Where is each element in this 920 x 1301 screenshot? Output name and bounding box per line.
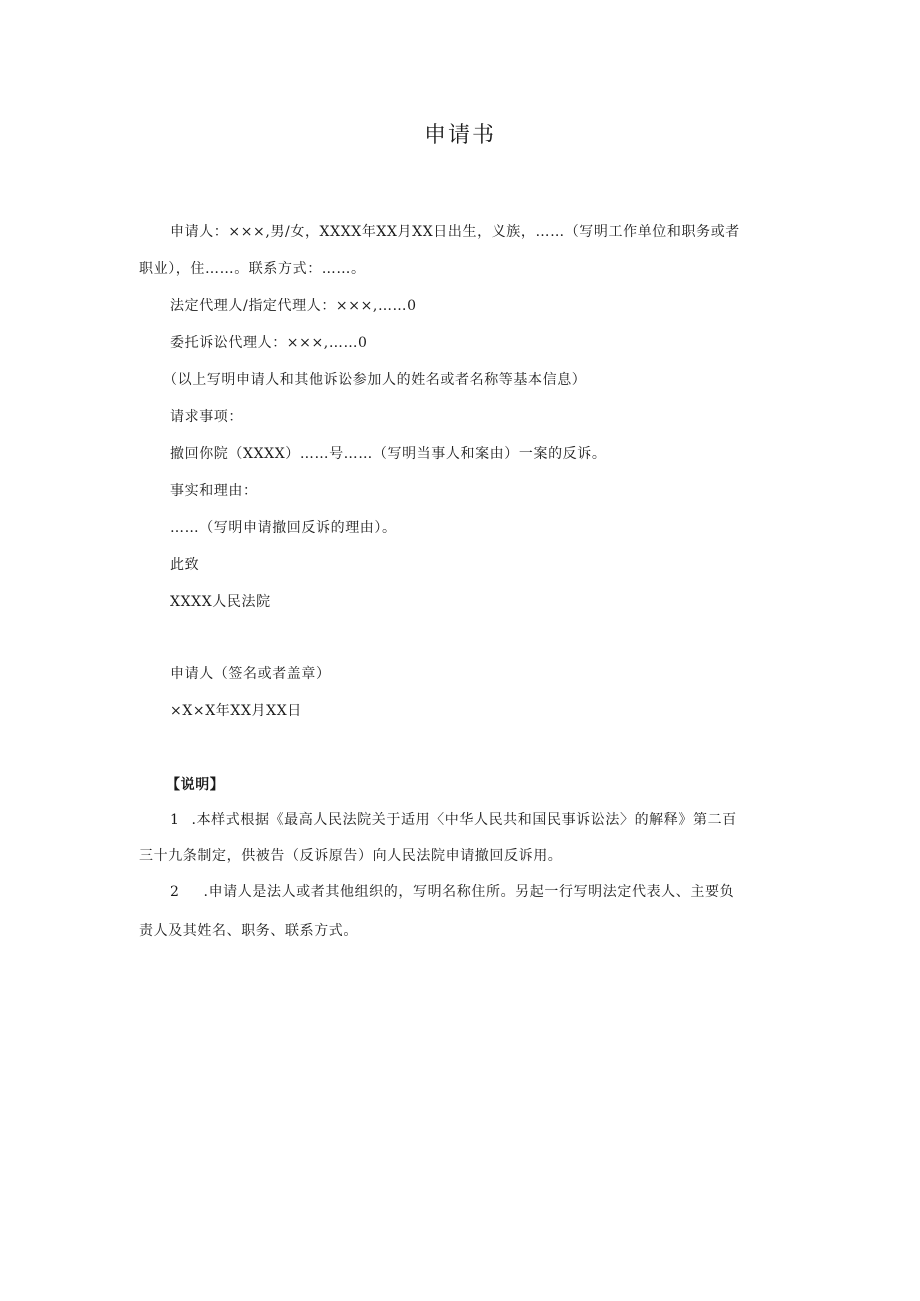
document-title: 申请书 [423,123,496,148]
request-heading: 请求事项： [170,409,243,425]
note-item-1-number: 1 [170,812,180,828]
party-note-line: （以上写明申请人和其他诉讼参加人的姓名或者名称等基本信息） [163,372,587,388]
date-line: ×X×X年XX月XX日 [170,703,302,719]
facts-heading: 事实和理由： [170,483,258,499]
note-item-1-line-2: 三十九条制定，供被告（反诉原告）向人民法院申请撤回反诉用。 [139,848,563,864]
salutation: 此致 [170,557,200,573]
request-body: 撤回你院（XXXX）……号……（写明当事人和案由）一案的反诉。 [170,446,607,462]
note-item-2-text: .申请人是法人或者其他组织的，写明名称住所。另起一行写明法定代表人、主要负 [203,884,735,900]
recipient-court: XXXX人民法院 [170,594,271,610]
note-item-2-line-1 [170,882,734,902]
entrusted-agent-line: 委托诉讼代理人：×××,……0 [170,335,368,351]
note-item-1-text: .本样式根据《最高人民法院关于适用〈中华人民共和国民事诉讼法〉的解释》第二百 [191,812,737,828]
legal-agent-line: 法定代理人/指定代理人：×××,……0 [170,298,417,314]
facts-body: ……（写明申请撤回反诉的理由）。 [170,520,397,536]
signature-line: 申请人（签名或者盖章） [170,666,331,682]
applicant-line-1: 申请人：×××,男/女，XXXX年XX月XX日出生，义族，……（写明工作单位和职务或者 [170,224,740,240]
notes-heading: 【说明】 [166,777,225,793]
note-item-2-number: 2 [170,884,180,900]
note-item-2-line-2: 责人及其姓名、职务、联系方式。 [139,923,358,939]
note-item-1-line-1 [170,810,737,830]
applicant-line-2: 职业），住……。联系方式：……。 [139,261,366,277]
